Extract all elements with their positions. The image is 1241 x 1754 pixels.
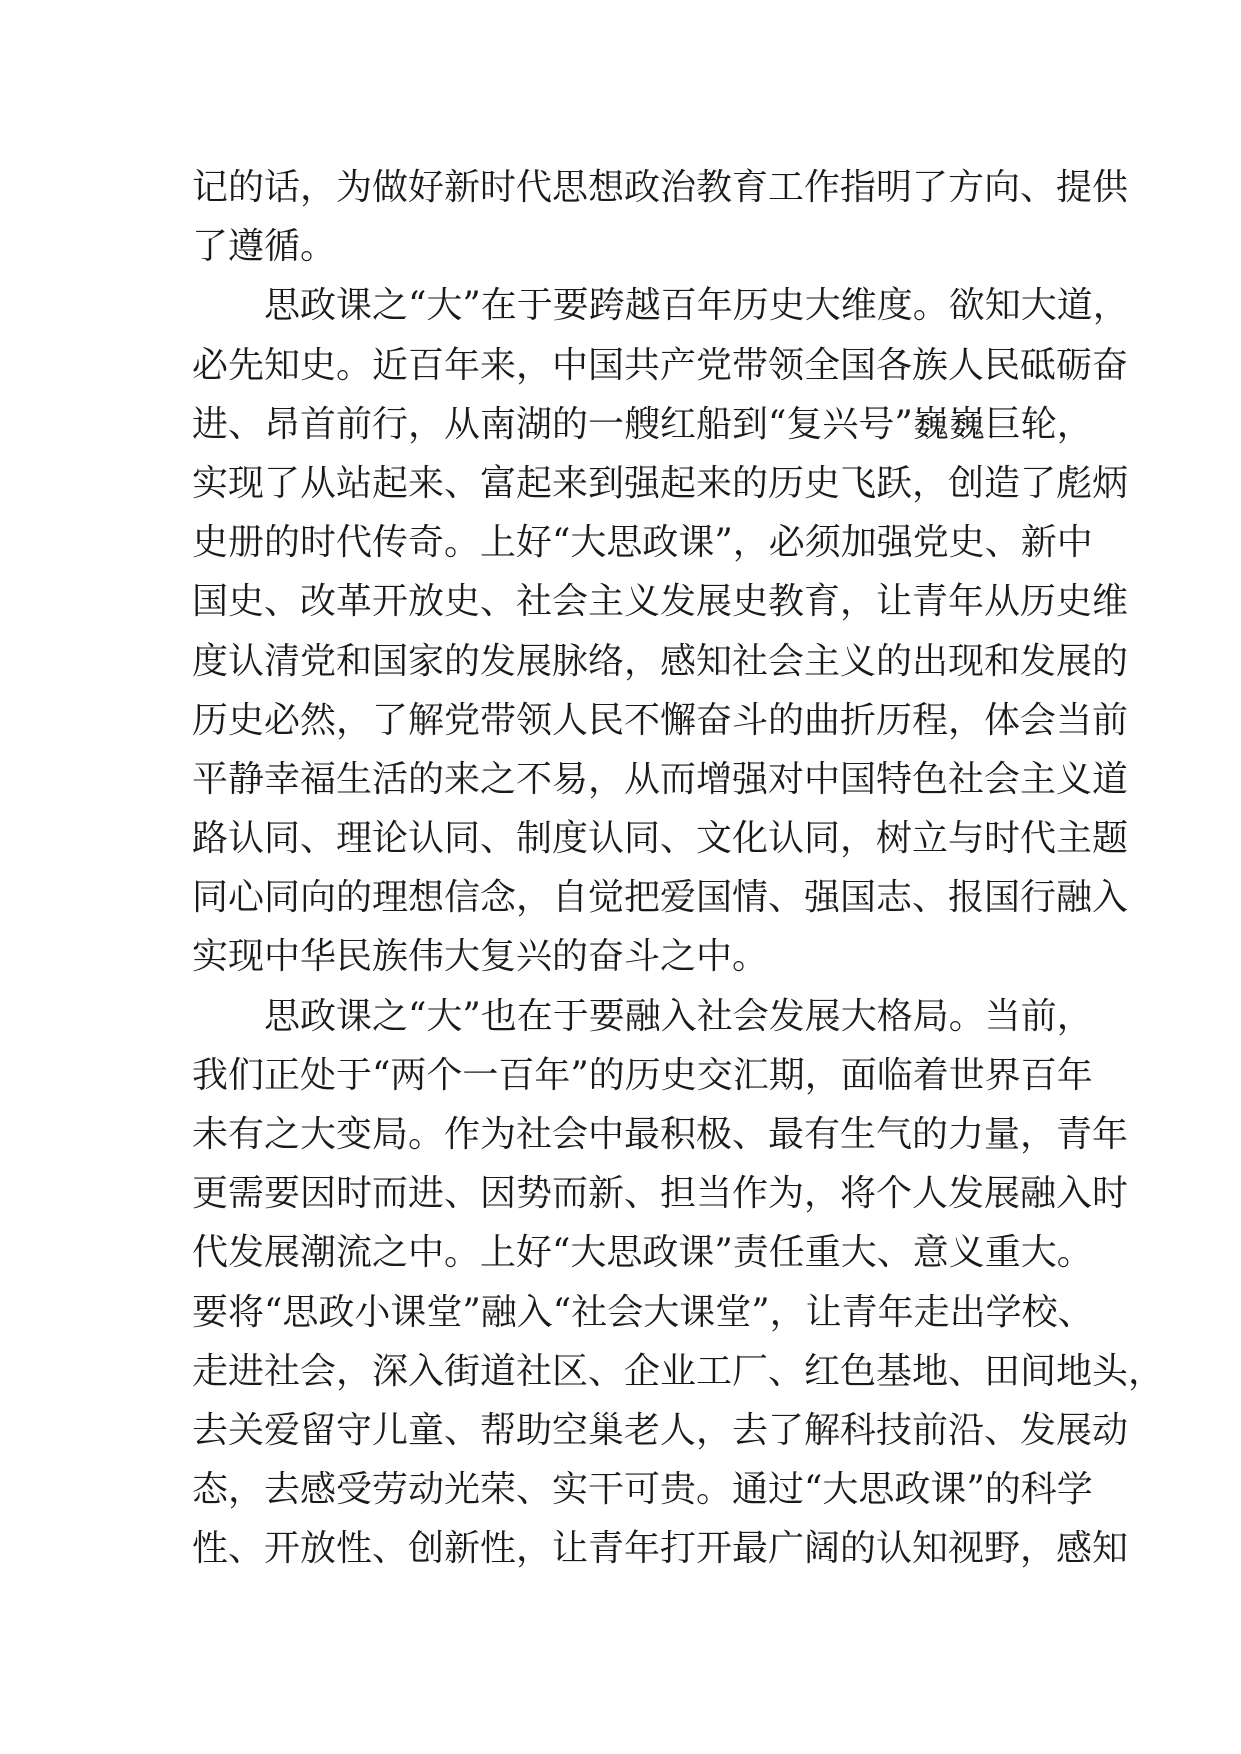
text-line: 历史必然，了解党带领人民不懈奋斗的曲折历程，体会当前 <box>192 699 1129 741</box>
text-line: 更需要因时而进、因势而新、担当作为，将个人发展融入时 <box>192 1173 1129 1215</box>
text-line: 态，去感受劳动光荣、实干可贵。通过“大思政课”的科学 <box>192 1469 1093 1511</box>
text-line: 走进社会，深入街道社区、企业工厂、红色基地、田间地头， <box>192 1350 1165 1392</box>
text-line: 代发展潮流之中。上好“大思政课”责任重大、意义重大。 <box>192 1232 1093 1274</box>
text-line: 实现中华民族伟大复兴的奋斗之中。 <box>192 936 769 978</box>
text-line: 平静幸福生活的来之不易，从而增强对中国特色社会主义道 <box>192 758 1129 800</box>
text-line: 路认同、理论认同、制度认同、文化认同，树立与时代主题 <box>192 818 1129 860</box>
paragraph-1 <box>192 158 1129 276</box>
text-line: 性、开放性、创新性，让青年打开最广阔的认知视野，感知 <box>192 1528 1129 1570</box>
text-line: 进、昂首前行，从南湖的一艘红船到“复兴号”巍巍巨轮， <box>192 403 1093 445</box>
text-line: 思政课之“大”在于要跨越百年历史大维度。欲知大道， <box>264 285 1129 327</box>
document-body <box>192 158 1165 1579</box>
text-line: 记的话，为做好新时代思想政治教育工作指明了方向、提供 <box>192 167 1129 208</box>
paragraph-2 <box>192 276 1129 986</box>
text-line: 实现了从站起来、富起来到强起来的历史飞跃，创造了彪炳 <box>192 462 1129 504</box>
paragraph-3 <box>192 987 1165 1579</box>
text-line: 度认清党和国家的发展脉络，感知社会主义的出现和发展的 <box>192 640 1129 682</box>
text-line: 要将“思政小课堂”融入“社会大课堂”，让青年走出学校、 <box>192 1291 1094 1333</box>
text-line: 同心同向的理想信念，自觉把爱国情、强国志、报国行融入 <box>192 877 1129 919</box>
text-line: 了遵循。 <box>192 226 337 268</box>
text-line: 未有之大变局。作为社会中最积极、最有生气的力量，青年 <box>192 1114 1129 1155</box>
text-line: 史册的时代传奇。上好“大思政课”，必须加强党史、新中 <box>192 522 1093 564</box>
text-line: 我们正处于“两个一百年”的历史交汇期，面临着世界百年 <box>192 1054 1093 1096</box>
text-line: 去关爱留守儿童、帮助空巢老人，去了解科技前沿、发展动 <box>192 1409 1129 1451</box>
text-line: 必先知史。近百年来，中国共产党带领全国各族人民砥砺奋 <box>192 344 1129 386</box>
text-line: 国史、改革开放史、社会主义发展史教育，让青年从历史维 <box>192 581 1129 623</box>
text-line: 思政课之“大”也在于要融入社会发展大格局。当前， <box>264 995 1093 1037</box>
